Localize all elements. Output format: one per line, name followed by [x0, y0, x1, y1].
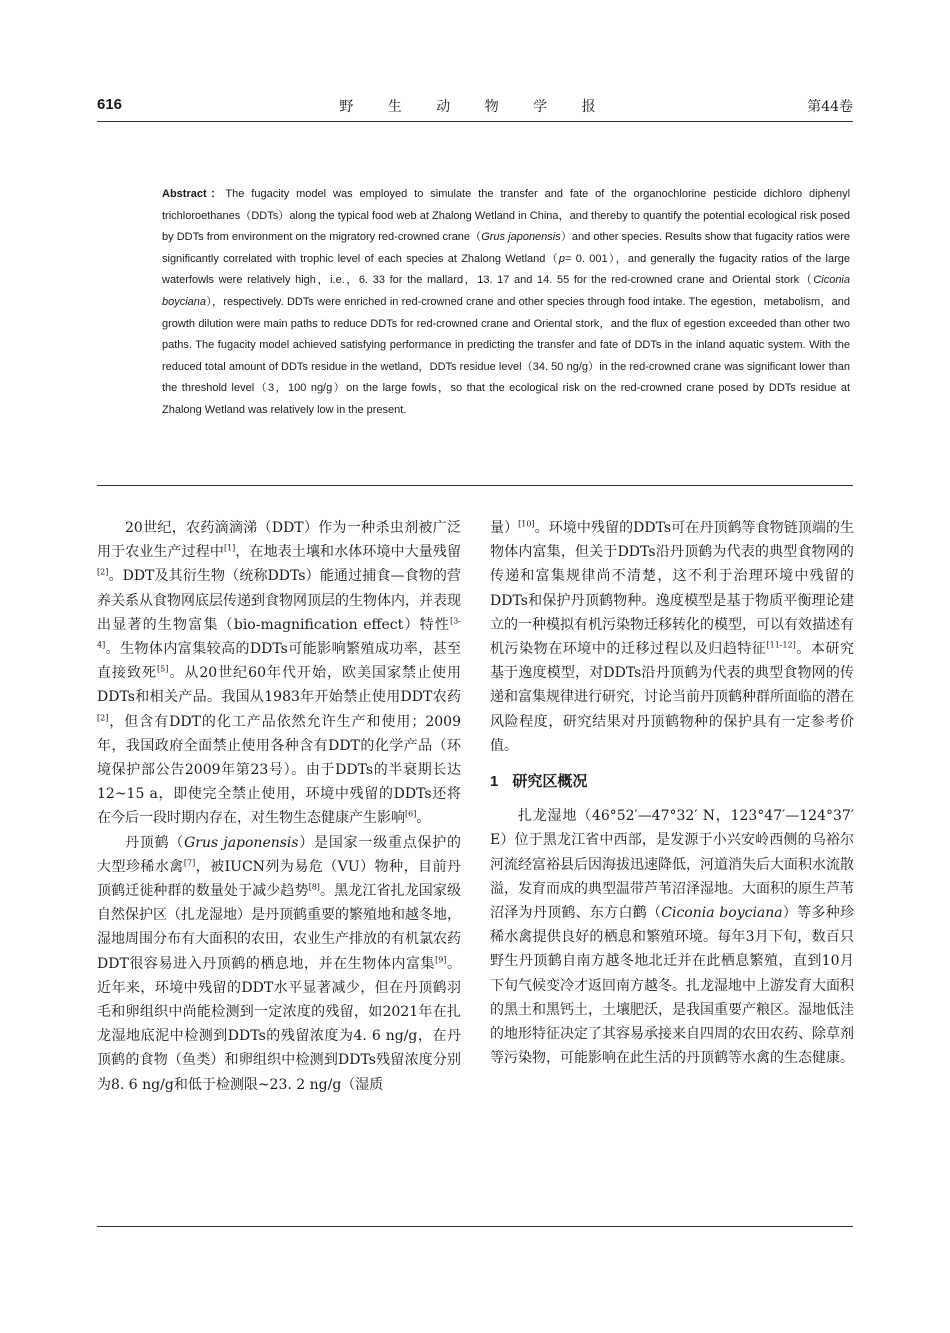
text-run: 。环境中残留的DDTs可在丹顶鹤等食物链顶端的生物体内富集，但关于DDTs沿丹顶鹤为代表的典型食物网的传递和富集规律尚不清楚，这不利于治理环境中残留的DDTs和保护丹顶鹤物种。逸度模型是基于物质平衡理论建立的一种模拟有机污染物迁移转化的模型，可以有效描述有机污染物在环境中的迁移过程以及归趋特征: [490, 520, 855, 658]
text-run: 。近年来，环境中残留的DDT水平显著减少，但在丹顶鹤羽毛和卵组织中尚能检测到一定浓度的残留，如2021年在扎龙湿地底泥中检测到DDTs的残留浓度为4. 6 ng/g，在丹顶鹤的食物（鱼类）和卵组织中检测到DDTs残留浓度分别为8. 6 ng/g和低于检测限~23. 2 ng/g（湿质: [97, 955, 461, 1093]
intro-paragraph-1: [97, 516, 461, 831]
text-run: 。生物体内富集较高的DDTs可能影响繁殖成功率，甚至直接致死: [97, 641, 461, 682]
abstract-text-4: ），respectively. DDTs were enriched in red-crowned crane and other species through food intake. The egestion，metabolism，and growth dilution were main paths to reduce DDTs for red-crowned crane and Oriental stork，and the flux of egestion exceeded than other two paths. The fugacity model achieved satisfying performance in predicting the transfer and fate of DDTs in the inland aquatic system. With the reduced total amount of DDTs residue in the wetland，DDTs residue level（34. 50 ng/g）in the red-crowned crane was significant lower than the threshold level（3，100 ng/g）on the large fowls，so that the ecological risk on the red-crowned crane posed by DDTs residue at Zhalong Wetland was relatively low in the present.: [162, 295, 850, 416]
citation: [2]: [97, 567, 109, 577]
header-rule: [97, 121, 853, 122]
citation: [8]: [308, 882, 320, 892]
study-area-paragraph: [490, 804, 854, 1070]
citation: [6]: [405, 809, 417, 819]
citation: [1]: [223, 543, 236, 553]
text-run: 。黑龙江省扎龙国家级自然保护区（扎龙湿地）是丹顶鹤重要的繁殖地和越冬地，湿地周围分布有大面积的农田，农业生产排放的有机氯农药DDT很容易进入丹顶鹤的栖息地，并在生物体内富集: [97, 883, 461, 972]
citation: [11-12]: [766, 640, 796, 650]
citation: [9]: [435, 955, 447, 964]
abstract-text-3: = 0. 001），and generally the fugacity ratios of the large waterfowls were relatively high，i.e.，6. 33 for the mallard，13. 17 and 14. 55 for the red-crowned crane and Oriental stork（: [162, 252, 850, 287]
footer-rule: [97, 1226, 853, 1227]
running-header: [97, 96, 853, 120]
citation: [2]: [97, 712, 109, 722]
text-run: ，在地表土壤和水体环境中大量残留: [235, 544, 462, 561]
section-title: 研究区概况: [512, 773, 588, 791]
left-column: [97, 516, 461, 1097]
abstract-species-crane: Grus japonensis: [481, 231, 561, 244]
citation: [7]: [183, 858, 196, 868]
intro-paragraph-continued: [490, 516, 854, 758]
species-name: Grus japonensis: [184, 834, 299, 851]
species-name: Ciconia boyciana: [661, 905, 783, 922]
intro-paragraph-2: [97, 831, 461, 1097]
text-run: 20世纪，农药滴滴涕（DDT）作为一种杀虫剂被广泛用于农业生产过程中: [97, 520, 461, 561]
citation: [3-4]: [97, 616, 461, 650]
text-run: 。DDT及其衍生物（统称DDTs）能通过捕食—食物的营养关系从食物网底层传递到食物网顶层的生物体内，并表现出显著的生物富集（bio-magnification effect）特性: [97, 568, 461, 633]
text-run: ，被IUCN列为易危（VU）物种，目前丹顶鹤迁徙种群的数量处于减少趋势: [97, 858, 462, 900]
abstract-text: The fugacity model was employed to simulate the transfer and fate of the organochlorine pesticide dichloro diphenyl trichloroethanes（DDTs）along the typical food web at Zhalong Wetland in China，and thereby to quantify the potential ecological risk posed by DDTs from environment on the migratory red-crowned crane（: [162, 188, 851, 244]
text-run: 扎龙湿地（46°52′—47°32′ N，123°47′—124°37′ E）位于黑龙江省中西部，是发源于小兴安岭西侧的乌裕尔河流经富裕县后因海拔迅速降低，河道消失后大面积水流散溢，发育而成的典型温带芦苇沼泽湿地。大面积的原生芦苇沼泽为丹顶鹤、东方白鹳（: [490, 808, 854, 922]
text-run: 。: [416, 810, 431, 827]
abstract-rule: [97, 485, 853, 486]
text-run: ，但含有DDT的化工产品依然允许生产和使用；2009年，我国政府全面禁止使用各种含有DDT的化学产品（环境保护部公告2009年第23号）。由于DDTs的半衰期长达12~15 a，即使完全禁止使用，环境中残留的DDTs还将在今后一段时期内存在，对生物生态健康产生影响: [97, 713, 461, 827]
abstract: [162, 184, 850, 422]
volume-label: 第44卷: [807, 99, 853, 115]
citation: [10]: [518, 519, 535, 529]
text-run: 。本研究基于逸度模型，对DDTs沿丹顶鹤为代表的典型食物网的传递和富集规律进行研究，讨论当前丹顶鹤种群所面临的潜在风险程度，研究结果对丹顶鹤物种的保护具有一定参考价值。: [490, 641, 855, 754]
text-run: 。从20世纪60年代开始，欧美国家禁止使用DDTs和相关产品。我国从1983年开始禁止使用DDT农药: [97, 665, 462, 706]
text-run: 丹顶鹤（: [125, 834, 185, 851]
abstract-label: Abstract：: [162, 188, 226, 200]
journal-title: 野 生 动 物 学 报: [339, 99, 611, 115]
page-number: 616: [97, 96, 123, 113]
text-run: 量）: [490, 520, 519, 536]
citation: [5]: [157, 664, 169, 674]
right-column: [490, 516, 854, 1070]
text-run: ）等多种珍稀水禽提供良好的栖息和繁殖环境。每年3月下旬，数百只野生丹顶鹤自南方越冬地北迁并在此栖息繁殖，直到10月下旬气候变冷才返回南方越冬。扎龙湿地中上游发育大面积的黑土和黑钙土，土壤肥沃，是我国重要产粮区。湿地低洼的地形特征决定了其容易承接来自四周的农田农药、除草剂等污染物，可能影响在此生活的丹顶鹤等水禽的生态健康。: [490, 905, 855, 1067]
section-heading: [490, 770, 854, 794]
abstract-p-value: p: [558, 252, 566, 265]
abstract-species-stork: Ciconia boyciana: [162, 274, 850, 308]
text-run: ）是国家一级重点保护的大型珍稀水禽: [97, 834, 462, 875]
abstract-text-2: ）and other species. Results show that fugacity ratios were significantly correlated with trophic level of each species at Zhalong Wetland（: [162, 231, 850, 265]
section-number: 1: [490, 773, 499, 791]
